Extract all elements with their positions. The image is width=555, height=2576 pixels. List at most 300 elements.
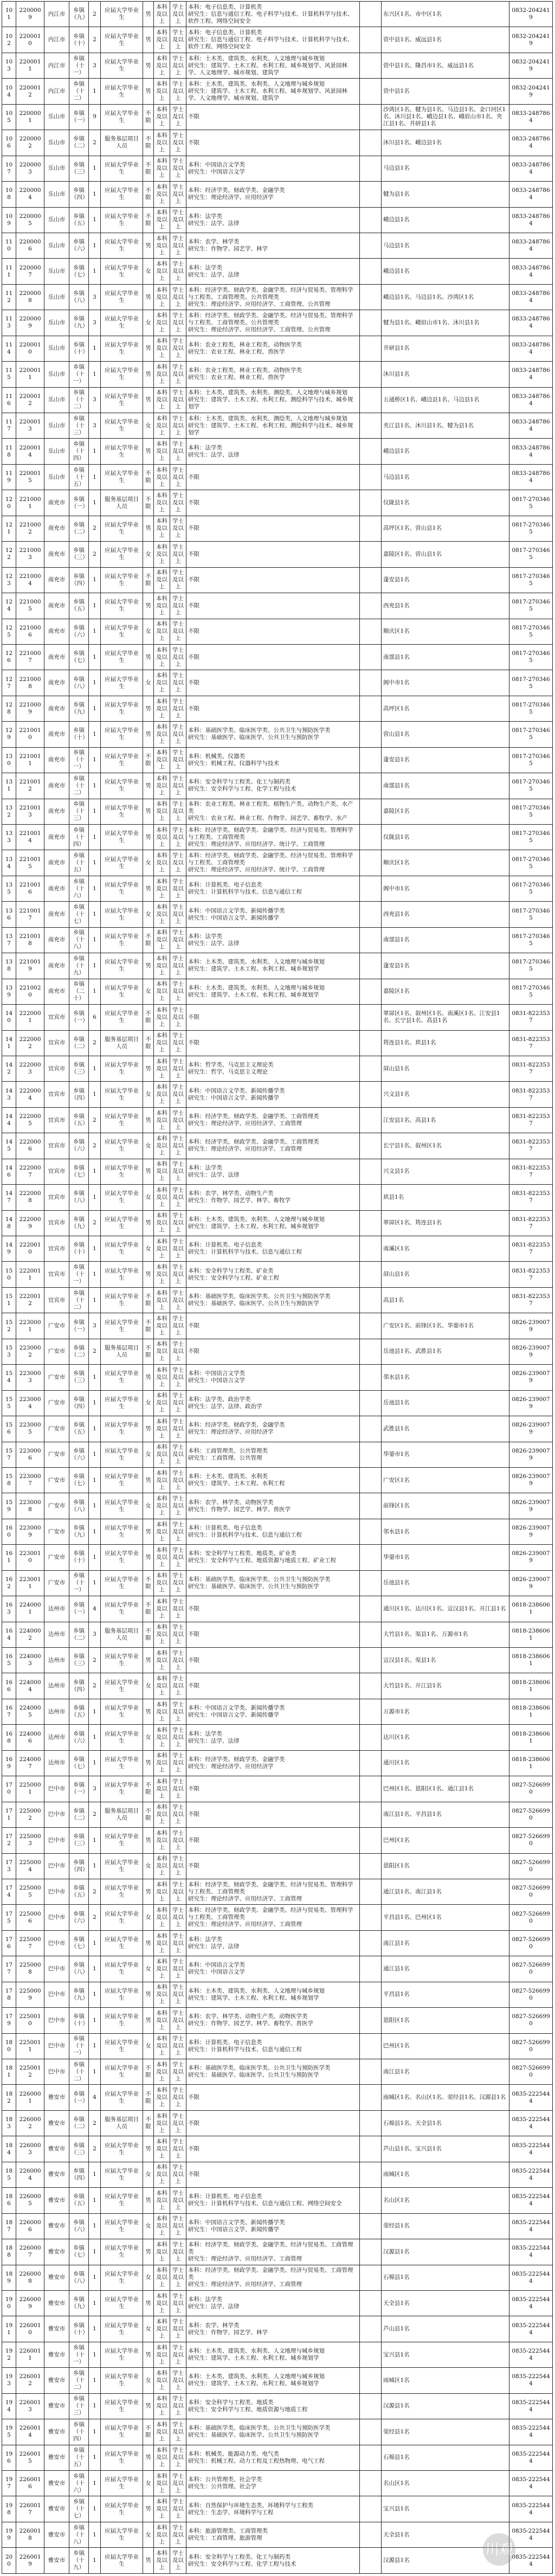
major-cell: 不限 bbox=[186, 619, 360, 644]
code-cell: 2240004 bbox=[16, 1673, 44, 1699]
degree-cell: 学士及以上 bbox=[170, 2522, 186, 2547]
education-cell: 本科及以上 bbox=[154, 1159, 170, 1184]
position-cell: 乡镇 （六） bbox=[69, 1133, 89, 1159]
position-cell: 乡镇 （二） bbox=[69, 130, 89, 156]
code-cell: 2210013 bbox=[16, 799, 44, 824]
seq-cell: 102 bbox=[2, 27, 16, 53]
target-cell: 应届大学毕业生 bbox=[101, 1776, 143, 1802]
other-cell bbox=[360, 1673, 382, 1699]
target-cell: 应届大学毕业生 bbox=[101, 619, 143, 644]
seq-cell: 151 bbox=[2, 1287, 16, 1313]
service-cell: 屏山县1名 bbox=[382, 1056, 509, 1081]
gender-cell: 女 bbox=[143, 2033, 154, 2059]
seq-cell: 189 bbox=[2, 2265, 16, 2290]
degree-cell: 学士及以上 bbox=[170, 1210, 186, 1236]
other-cell bbox=[360, 1287, 382, 1313]
education-cell: 本科及以上 bbox=[154, 1493, 170, 1519]
degree-cell: 学士及以上 bbox=[170, 362, 186, 387]
seq-cell: 140 bbox=[2, 1005, 16, 1030]
phone-cell: 0832-2042419 bbox=[509, 2, 553, 27]
count-cell: 9 bbox=[89, 104, 101, 130]
position-cell: 乡镇 （十一） bbox=[69, 53, 89, 78]
gender-cell: 男 bbox=[143, 233, 154, 258]
major-cell: 本科：土木类、建筑类、水利类、测绘类、人文地理与城乡规划 研究生：建筑学、土木工程、水利工程、测绘科学与技术、城乡规划学 bbox=[186, 413, 360, 439]
education-cell: 本科及以上 bbox=[154, 53, 170, 78]
other-cell bbox=[360, 1828, 382, 1853]
position-cell: 乡镇 （五） bbox=[69, 207, 89, 233]
education-cell: 本科及以上 bbox=[154, 362, 170, 387]
position-cell: 乡镇 （十一） bbox=[69, 1262, 89, 1287]
code-cell: 2210019 bbox=[16, 953, 44, 979]
major-cell: 本科：农业工程类、林业工程类、植物生产类、动物生产类、水产类 研究生：农业工程、林业工程、作物学、园艺学、畜牧学、水产 bbox=[186, 799, 360, 824]
unit-cell: 巴中市 bbox=[44, 1982, 69, 2007]
degree-cell: 学士及以上 bbox=[170, 1185, 186, 1210]
degree-cell: 学士及以上 bbox=[170, 1828, 186, 1853]
phone-cell: 0831-8223537 bbox=[509, 1030, 553, 1056]
target-cell: 应届大学毕业生 bbox=[101, 1982, 143, 2007]
code-cell: 2200010 bbox=[16, 336, 44, 361]
other-cell bbox=[360, 1236, 382, 1262]
major-cell: 本科：机械类、能源动力类、电气类 研究生：机械工程、动力工程及工程热物理、电气工程 bbox=[186, 2445, 360, 2470]
education-cell: 本科及以上 bbox=[154, 2522, 170, 2547]
table-row bbox=[2, 542, 553, 567]
unit-cell: 南充市 bbox=[44, 902, 69, 927]
unit-cell: 雅安市 bbox=[44, 2290, 69, 2316]
gender-cell: 女 bbox=[143, 1956, 154, 1982]
education-cell: 本科及以上 bbox=[154, 439, 170, 464]
position-cell: 乡镇 （二） bbox=[69, 2110, 89, 2136]
education-cell: 本科及以上 bbox=[154, 2445, 170, 2470]
table-row bbox=[2, 1442, 553, 1467]
phone-cell: 0826-2390079 bbox=[509, 1519, 553, 1544]
position-cell: 乡镇 （十） bbox=[69, 2008, 89, 2033]
target-cell: 应届大学毕业生 bbox=[101, 27, 143, 53]
major-cell: 本科：土木类、建筑类、水利类、人文地理与城乡规划 研究生：建筑学、土木工程、水利工程、城乡规划学 bbox=[186, 2368, 360, 2393]
target-cell: 应届大学毕业生 bbox=[101, 2265, 143, 2290]
unit-cell: 南充市 bbox=[44, 696, 69, 721]
phone-cell: 0831-8223537 bbox=[509, 1262, 553, 1287]
service-cell: 资中县1名、隆昌市1名、威远县1名 bbox=[382, 53, 509, 78]
service-cell: 南溪区1名 bbox=[382, 1236, 509, 1262]
count-cell: 1 bbox=[89, 1082, 101, 1107]
target-cell: 应届大学毕业生 bbox=[101, 207, 143, 233]
unit-cell: 雅安市 bbox=[44, 2316, 69, 2342]
unit-cell: 巴中市 bbox=[44, 1828, 69, 1853]
position-cell: 乡镇 （十一） bbox=[69, 362, 89, 387]
count-cell: 1 bbox=[89, 1545, 101, 1570]
code-cell: 2260001 bbox=[16, 2085, 44, 2110]
seq-cell: 183 bbox=[2, 2110, 16, 2136]
major-cell: 本科：经济学类、财政学类、金融学类、经济与贸易类、管理科学与工程类、工商管理类 研究生：理论经济学、应用经济学、工商管理 bbox=[186, 1905, 360, 1930]
phone-cell: 0826-2390079 bbox=[509, 1339, 553, 1364]
code-cell: 2250010 bbox=[16, 2008, 44, 2033]
code-cell: 2260007 bbox=[16, 2239, 44, 2265]
position-cell: 乡镇 （五） bbox=[69, 1107, 89, 1133]
target-cell: 应届大学毕业生 bbox=[101, 1236, 143, 1262]
code-cell: 2250001 bbox=[16, 1776, 44, 1802]
phone-cell: 0831-8223537 bbox=[509, 1210, 553, 1236]
gender-cell: 男 bbox=[143, 1699, 154, 1724]
seq-cell: 121 bbox=[2, 516, 16, 541]
table-row bbox=[2, 2265, 553, 2290]
phone-cell: 0835-2225444 bbox=[509, 2085, 553, 2110]
target-cell: 应届大学毕业生 bbox=[101, 439, 143, 464]
major-cell: 本科：安全科学与工程类、地质类、矿业类 研究生：安全科学与工程、地质资源与地质工程、矿业工程 bbox=[186, 1545, 360, 1570]
major-cell: 不限 bbox=[186, 696, 360, 721]
seq-cell: 170 bbox=[2, 1776, 16, 1802]
position-cell: 乡镇 （十五） bbox=[69, 850, 89, 876]
education-cell: 本科及以上 bbox=[154, 2548, 170, 2574]
seq-cell: 160 bbox=[2, 1519, 16, 1544]
unit-cell: 宜宾市 bbox=[44, 1133, 69, 1159]
table-row bbox=[2, 850, 553, 876]
degree-cell: 学士及以上 bbox=[170, 773, 186, 799]
other-cell bbox=[360, 1776, 382, 1802]
education-cell: 本科及以上 bbox=[154, 79, 170, 104]
unit-cell: 巴中市 bbox=[44, 2059, 69, 2085]
phone-cell: 0835-2225444 bbox=[509, 2136, 553, 2162]
major-cell: 本科：法学类 研究生：法学、法律 bbox=[186, 207, 360, 233]
education-cell: 本科及以上 bbox=[154, 1828, 170, 1853]
seq-cell: 178 bbox=[2, 1982, 16, 2007]
education-cell: 本科及以上 bbox=[154, 1545, 170, 1570]
service-cell: 马边县1名 bbox=[382, 156, 509, 181]
gender-cell: 男 bbox=[143, 953, 154, 979]
education-cell: 本科及以上 bbox=[154, 104, 170, 130]
major-cell: 不限 bbox=[186, 542, 360, 567]
unit-cell: 雅安市 bbox=[44, 2471, 69, 2496]
target-cell: 应届大学毕业生 bbox=[101, 722, 143, 747]
other-cell bbox=[360, 2136, 382, 2162]
seq-cell: 163 bbox=[2, 1596, 16, 1622]
target-cell: 服务基层项目人员 bbox=[101, 2110, 143, 2136]
phone-cell: 0817-2703465 bbox=[509, 902, 553, 927]
code-cell: 2250007 bbox=[16, 1930, 44, 1956]
education-cell: 本科及以上 bbox=[154, 490, 170, 516]
degree-cell: 学士及以上 bbox=[170, 53, 186, 78]
seq-cell: 101 bbox=[2, 2, 16, 27]
target-cell: 应届大学毕业生 bbox=[101, 542, 143, 567]
major-cell: 本科：农业工程类、林业工程类、动物医学类 研究生：农业工程、林业工程、兽医学 bbox=[186, 336, 360, 361]
target-cell: 应届大学毕业生 bbox=[101, 1905, 143, 1930]
other-cell bbox=[360, 850, 382, 876]
gender-cell: 男 bbox=[143, 876, 154, 901]
count-cell: 1 bbox=[89, 2496, 101, 2522]
target-cell: 应届大学毕业生 bbox=[101, 362, 143, 387]
phone-cell: 0818-2386061 bbox=[509, 1622, 553, 1647]
phone-cell: 0818-2386061 bbox=[509, 1596, 553, 1622]
other-cell bbox=[360, 953, 382, 979]
phone-cell: 0833-2487864 bbox=[509, 284, 553, 310]
count-cell: 1 bbox=[89, 1056, 101, 1081]
seq-cell: 115 bbox=[2, 362, 16, 387]
unit-cell: 乐山市 bbox=[44, 439, 69, 464]
position-cell: 乡镇 （十七） bbox=[69, 2496, 89, 2522]
degree-cell: 学士及以上 bbox=[170, 2110, 186, 2136]
table-row bbox=[2, 1519, 553, 1544]
education-cell: 本科及以上 bbox=[154, 1185, 170, 1210]
education-cell: 本科及以上 bbox=[154, 2368, 170, 2393]
position-cell: 乡镇 （七） bbox=[69, 1750, 89, 1776]
degree-cell: 学士及以上 bbox=[170, 1159, 186, 1184]
table-row bbox=[2, 2110, 553, 2136]
phone-cell: 0817-2703465 bbox=[509, 979, 553, 1004]
table-row bbox=[2, 413, 553, 439]
position-cell: 乡镇 （六） bbox=[69, 1442, 89, 1467]
gender-cell: 男 bbox=[143, 387, 154, 413]
major-cell: 不限 bbox=[186, 130, 360, 156]
degree-cell: 学士及以上 bbox=[170, 953, 186, 979]
position-cell: 乡镇 （三） bbox=[69, 542, 89, 567]
other-cell bbox=[360, 567, 382, 593]
unit-cell: 宜宾市 bbox=[44, 1030, 69, 1056]
other-cell bbox=[360, 1082, 382, 1107]
target-cell: 应届大学毕业生 bbox=[101, 79, 143, 104]
other-cell bbox=[360, 2290, 382, 2316]
position-cell: 乡镇 （十二） bbox=[69, 2368, 89, 2393]
count-cell: 1 bbox=[89, 464, 101, 490]
gender-cell: 女 bbox=[143, 1390, 154, 1416]
major-cell: 不限 bbox=[186, 1313, 360, 1339]
other-cell bbox=[360, 1879, 382, 1904]
service-cell: 大竹县1名、渠县1名、万源市1名 bbox=[382, 1622, 509, 1647]
code-cell: 2200010 bbox=[16, 27, 44, 53]
count-cell: 1 bbox=[89, 233, 101, 258]
position-cell: 乡镇 （十） bbox=[69, 1545, 89, 1570]
major-cell: 本科：法学类 研究生：法学、法律 bbox=[186, 1159, 360, 1184]
gender-cell: 男 bbox=[143, 593, 154, 619]
degree-cell: 学士及以上 bbox=[170, 1905, 186, 1930]
target-cell: 应届大学毕业生 bbox=[101, 387, 143, 413]
major-cell: 本科：安全科学与工程类、化工与制药类 研究生：安全科学与工程、化学工程与技术 bbox=[186, 773, 360, 799]
code-cell: 2250006 bbox=[16, 1905, 44, 1930]
service-cell: 马边县1名 bbox=[382, 233, 509, 258]
gender-cell: 女 bbox=[143, 2522, 154, 2547]
position-cell: 乡镇 （三） bbox=[69, 156, 89, 181]
service-cell: 西充县1名 bbox=[382, 593, 509, 619]
table-row bbox=[2, 979, 553, 1004]
seq-cell: 123 bbox=[2, 567, 16, 593]
major-cell: 本科：经济学类、财政学类、金融学类、经济与贸易类、管理科学与工程类、工商管理类 研究生：理论经济学、应用经济学、统计学、工商管理 bbox=[186, 850, 360, 876]
degree-cell: 学士及以上 bbox=[170, 1750, 186, 1776]
seq-cell: 120 bbox=[2, 490, 16, 516]
major-cell: 本科：基础医学类、临床医学类、公共卫生与预防医学类 研究生：基础医学、临床医学、公共卫生与预防医学 bbox=[186, 1287, 360, 1313]
service-cell: 宣汉县1名、渠县1名 bbox=[382, 1648, 509, 1673]
phone-cell: 0832-2042419 bbox=[509, 79, 553, 104]
gender-cell: 男 bbox=[143, 1519, 154, 1544]
code-cell: 2230009 bbox=[16, 1519, 44, 1544]
unit-cell: 广安市 bbox=[44, 1365, 69, 1390]
table-row bbox=[2, 2445, 553, 2470]
degree-cell: 学士及以上 bbox=[170, 1879, 186, 1904]
education-cell: 本科及以上 bbox=[154, 1390, 170, 1416]
degree-cell: 学士及以上 bbox=[170, 1982, 186, 2007]
service-cell: 岳池县1名 bbox=[382, 1570, 509, 1596]
service-cell: 广安区1名、前锋区1名、华蓥市1名 bbox=[382, 1313, 509, 1339]
phone-cell: 0818-2386061 bbox=[509, 1750, 553, 1776]
recruitment-table bbox=[2, 1, 553, 2574]
count-cell: 1 bbox=[89, 79, 101, 104]
service-cell: 阆中市1名 bbox=[382, 670, 509, 696]
code-cell: 2230008 bbox=[16, 1493, 44, 1519]
service-cell: 汉源县1名 bbox=[382, 2548, 509, 2574]
seq-cell: 147 bbox=[2, 1185, 16, 1210]
service-cell: 平昌县1名、巴州区1名 bbox=[382, 1905, 509, 1930]
major-cell: 不限 bbox=[186, 567, 360, 593]
unit-cell: 南充市 bbox=[44, 542, 69, 567]
service-cell: 马边县1名 bbox=[382, 464, 509, 490]
gender-cell: 男 bbox=[143, 516, 154, 541]
phone-cell: 0835-2225444 bbox=[509, 2110, 553, 2136]
table-row bbox=[2, 387, 553, 413]
service-cell: 恩阳区1名 bbox=[382, 2008, 509, 2033]
count-cell: 1 bbox=[89, 2548, 101, 2574]
degree-cell: 学士及以上 bbox=[170, 490, 186, 516]
table-row bbox=[2, 2085, 553, 2110]
gender-cell: 女 bbox=[143, 619, 154, 644]
service-cell: 嘉陵区1名 bbox=[382, 799, 509, 824]
seq-cell: 185 bbox=[2, 2162, 16, 2187]
phone-cell: 0833-2487864 bbox=[509, 387, 553, 413]
code-cell: 2230010 bbox=[16, 1545, 44, 1570]
phone-cell: 0831-8223537 bbox=[509, 1287, 553, 1313]
target-cell: 应届大学毕业生 bbox=[101, 567, 143, 593]
target-cell: 应届大学毕业生 bbox=[101, 850, 143, 876]
seq-cell: 143 bbox=[2, 1082, 16, 1107]
count-cell: 2 bbox=[89, 1879, 101, 1904]
gender-cell: 男 bbox=[143, 1879, 154, 1904]
unit-cell: 巴中市 bbox=[44, 1905, 69, 1930]
phone-cell: 0817-2703465 bbox=[509, 773, 553, 799]
education-cell: 本科及以上 bbox=[154, 2033, 170, 2059]
code-cell: 2200009 bbox=[16, 310, 44, 336]
degree-cell: 学士及以上 bbox=[170, 1519, 186, 1544]
code-cell: 2230011 bbox=[16, 1570, 44, 1596]
phone-cell: 0818-2386061 bbox=[509, 1699, 553, 1724]
position-cell: 乡镇 （八） bbox=[69, 1493, 89, 1519]
unit-cell: 内江市 bbox=[44, 53, 69, 78]
count-cell: 4 bbox=[89, 2085, 101, 2110]
other-cell bbox=[360, 413, 382, 439]
count-cell: 1 bbox=[89, 2419, 101, 2445]
code-cell: 2230003 bbox=[16, 1365, 44, 1390]
degree-cell: 学士及以上 bbox=[170, 1545, 186, 1570]
degree-cell: 学士及以上 bbox=[170, 696, 186, 721]
gender-cell: 男 bbox=[143, 362, 154, 387]
target-cell: 服务基层项目人员 bbox=[101, 1802, 143, 1827]
unit-cell: 达州市 bbox=[44, 1725, 69, 1750]
count-cell: 1 bbox=[89, 722, 101, 747]
count-cell: 3 bbox=[89, 53, 101, 78]
service-cell: 通江县1名 bbox=[382, 1956, 509, 1982]
degree-cell: 学士及以上 bbox=[170, 2368, 186, 2393]
table-row bbox=[2, 1776, 553, 1802]
count-cell: 1 bbox=[89, 1416, 101, 1442]
position-cell: 乡镇 （二） bbox=[69, 516, 89, 541]
education-cell: 本科及以上 bbox=[154, 130, 170, 156]
degree-cell: 学士及以上 bbox=[170, 644, 186, 670]
degree-cell: 学士及以上 bbox=[170, 2162, 186, 2187]
gender-cell: 男 bbox=[143, 336, 154, 361]
major-cell: 本科：土木类、建筑类、水利类、人文地理与城乡规划 研究生：建筑学、土木工程、水利工程、城乡规划学 bbox=[186, 979, 360, 1004]
table-row bbox=[2, 2316, 553, 2342]
target-cell: 应届大学毕业生 bbox=[101, 876, 143, 901]
unit-cell: 南充市 bbox=[44, 799, 69, 824]
education-cell: 本科及以上 bbox=[154, 1648, 170, 1673]
degree-cell: 学士及以上 bbox=[170, 2445, 186, 2470]
service-cell: 岳池县1名 bbox=[382, 1390, 509, 1416]
unit-cell: 宜宾市 bbox=[44, 1185, 69, 1210]
degree-cell: 学士及以上 bbox=[170, 182, 186, 207]
major-cell: 不限 bbox=[186, 2136, 360, 2162]
other-cell bbox=[360, 387, 382, 413]
phone-cell: 0833-2487864 bbox=[509, 439, 553, 464]
other-cell bbox=[360, 2265, 382, 2290]
position-cell: 乡镇 （十三） bbox=[69, 2393, 89, 2419]
other-cell bbox=[360, 1313, 382, 1339]
degree-cell: 学士及以上 bbox=[170, 387, 186, 413]
position-cell: 乡镇 （八） bbox=[69, 2265, 89, 2290]
seq-cell: 187 bbox=[2, 2213, 16, 2239]
count-cell: 1 bbox=[89, 1982, 101, 2007]
gender-cell: 不限 bbox=[143, 1596, 154, 1622]
gender-cell: 不限 bbox=[143, 927, 154, 953]
other-cell bbox=[360, 2008, 382, 2033]
unit-cell: 广安市 bbox=[44, 1390, 69, 1416]
count-cell: 1 bbox=[89, 747, 101, 773]
service-cell: 岳池县1名、武胜县1名 bbox=[382, 1339, 509, 1364]
table-row bbox=[2, 1622, 553, 1647]
gender-cell: 男 bbox=[143, 1159, 154, 1184]
unit-cell: 雅安市 bbox=[44, 2548, 69, 2574]
table-row bbox=[2, 2548, 553, 2574]
service-cell: 天全县1名 bbox=[382, 2290, 509, 2316]
code-cell: 2200003 bbox=[16, 156, 44, 181]
count-cell: 1 bbox=[89, 1493, 101, 1519]
major-cell: 不限 bbox=[186, 644, 360, 670]
service-cell: 筠连县1名、珙县1名 bbox=[382, 1030, 509, 1056]
count-cell: 1 bbox=[89, 670, 101, 696]
service-cell: 蓬安县1名 bbox=[382, 747, 509, 773]
target-cell: 应届大学毕业生 bbox=[101, 747, 143, 773]
gender-cell: 女 bbox=[143, 902, 154, 927]
service-cell: 夹江县1名、沐川县1名、犍为县1名 bbox=[382, 413, 509, 439]
other-cell bbox=[360, 1030, 382, 1056]
other-cell bbox=[360, 2393, 382, 2419]
unit-cell: 达州市 bbox=[44, 1648, 69, 1673]
education-cell: 本科及以上 bbox=[154, 2110, 170, 2136]
target-cell: 应届大学毕业生 bbox=[101, 259, 143, 284]
position-cell: 乡镇 （一） bbox=[69, 1596, 89, 1622]
code-cell: 2260014 bbox=[16, 2419, 44, 2445]
degree-cell: 学士及以上 bbox=[170, 1339, 186, 1364]
gender-cell: 女 bbox=[143, 850, 154, 876]
count-cell: 1 bbox=[89, 182, 101, 207]
count-cell: 3 bbox=[89, 1776, 101, 1802]
degree-cell: 学士及以上 bbox=[170, 2085, 186, 2110]
major-cell: 不限 bbox=[186, 2110, 360, 2136]
unit-cell: 南充市 bbox=[44, 979, 69, 1004]
major-cell: 本科：法学类 研究生：法学、法律 bbox=[186, 439, 360, 464]
gender-cell: 女 bbox=[143, 2368, 154, 2393]
code-cell: 2220007 bbox=[16, 1159, 44, 1184]
gender-cell: 男 bbox=[143, 27, 154, 53]
service-cell: 江安县1名、高县1名 bbox=[382, 1107, 509, 1133]
degree-cell: 学士及以上 bbox=[170, 1930, 186, 1956]
major-cell: 本科：经济学类、财政学类、金融学类 研究生：理论经济学、应用经济学 bbox=[186, 1750, 360, 1776]
position-cell: 乡镇 （九） bbox=[69, 2, 89, 27]
code-cell: 2220012 bbox=[16, 1287, 44, 1313]
